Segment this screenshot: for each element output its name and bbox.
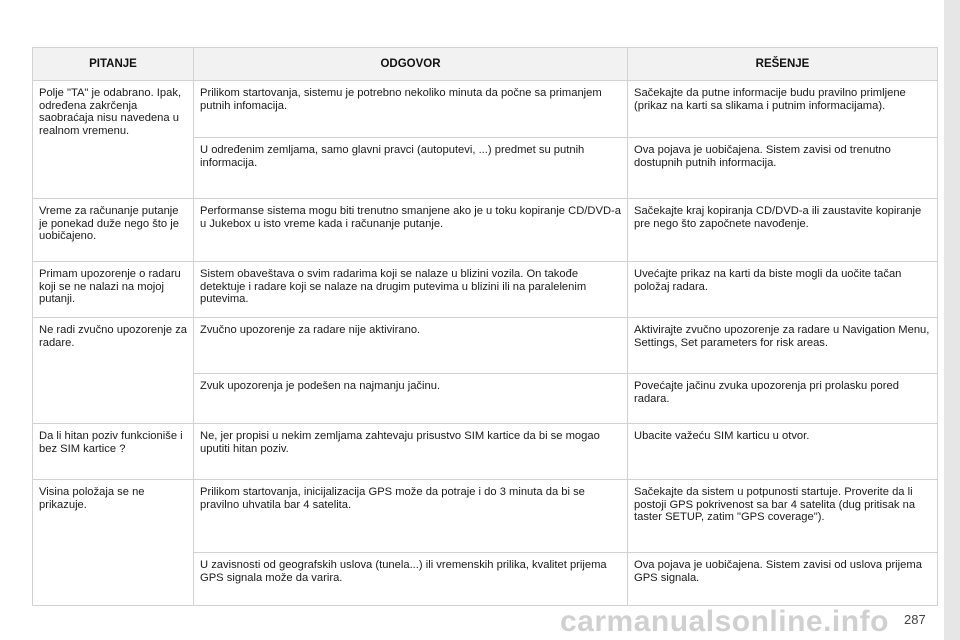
solution-text: Povećajte jačinu zvuka upozorenja pri prolasku pored radara.: [634, 380, 899, 405]
question-text: Polje "TA" je odabrano. Ipak, određena zakrčenja saobraćaja nisu navedena u realnom vremenu.: [39, 87, 182, 137]
question-text: Vreme za računanje putanje je ponekad duže nego što je uobičajeno.: [39, 205, 179, 243]
question-text: Da li hitan poziv funkcioniše i bez SIM kartice ?: [39, 430, 183, 455]
header-question: PITANJE: [33, 48, 194, 81]
table-row: [33, 262, 938, 318]
answer-cell: [194, 480, 628, 553]
solution-text: Ubacite važeću SIM karticu u otvor.: [634, 430, 810, 442]
question-text: Primam upozorenje o radaru koji se ne nalazi na mojoj putanji.: [39, 268, 181, 306]
answer-text: Zvuk upozorenja je podešen na najmanju jačinu.: [200, 380, 441, 392]
question-text: Visina položaja se ne prikazuje.: [39, 486, 145, 511]
solution-cell: [628, 553, 938, 606]
table-row: [33, 199, 938, 262]
answer-cell: [194, 318, 628, 374]
solution-cell: [628, 480, 938, 553]
question-cell: [33, 81, 194, 199]
answer-text: Performanse sistema mogu biti trenutno smanjene ako je u toku kopiranje CD/DVD-a u Jukebox u isto vreme kada i računanje putanje.: [200, 205, 621, 230]
page-number: 287: [904, 612, 926, 627]
solution-text: Uvećajte prikaz na karti da biste mogli da uočite tačan položaj radara.: [634, 268, 902, 293]
solution-cell: [628, 374, 938, 424]
table-row: [33, 318, 938, 374]
question-cell: [33, 318, 194, 424]
solution-cell: [628, 138, 938, 199]
watermark-text: carmanualsonline.info: [560, 605, 889, 638]
answer-text: Ne, jer propisi u nekim zemljama zahtevaju prisustvo SIM kartice da bi se mogao uputiti hitan poziv.: [200, 430, 600, 455]
solution-cell: [628, 318, 938, 374]
table-row: [33, 424, 938, 480]
solution-cell: [628, 424, 938, 480]
header-solution: REŠENJE: [628, 48, 938, 81]
solution-text: Ova pojava je uobičajena. Sistem zavisi od uslova prijema GPS signala.: [634, 559, 922, 584]
question-cell: [33, 480, 194, 606]
solution-cell: [628, 262, 938, 318]
solution-text: Sačekajte da putne informacije budu pravilno primljene (prikaz na karti sa slikama i putnim informacijama).: [634, 87, 906, 112]
solution-cell: [628, 81, 938, 138]
answer-cell: [194, 81, 628, 138]
answer-cell: [194, 553, 628, 606]
question-cell: [33, 424, 194, 480]
answer-text: Prilikom startovanja, sistemu je potrebno nekoliko minuta da počne sa primanjem putnih infomacija.: [200, 87, 602, 112]
header-answer: ODGOVOR: [194, 48, 628, 81]
answer-cell: [194, 374, 628, 424]
answer-cell: [194, 138, 628, 199]
page-edge-bar: [944, 0, 960, 640]
answer-text: Prilikom startovanja, inicijalizacija GPS može da potraje i do 3 minuta da bi se pravilno uhvatila bar 4 satelita.: [200, 486, 585, 511]
table-header-row: [33, 48, 938, 81]
solution-text: Aktivirajte zvučno upozorenje za radare u Navigation Menu, Settings, Set parameters for risk areas.: [634, 324, 930, 349]
solution-text: Sačekajte kraj kopiranja CD/DVD-a ili zaustavite kopiranje pre nego što započnete navođenje.: [634, 205, 922, 230]
answer-cell: [194, 424, 628, 480]
answer-text: U određenim zemljama, samo glavni pravci (autoputevi, ...) predmet su putnih informacija.: [200, 144, 585, 169]
solution-cell: [628, 199, 938, 262]
answer-text: Zvučno upozorenje za radare nije aktivirano.: [200, 324, 421, 336]
answer-cell: [194, 199, 628, 262]
question-text: Ne radi zvučno upozorenje za radare.: [39, 324, 188, 349]
question-cell: [33, 262, 194, 318]
table-row: [33, 81, 938, 138]
answer-cell: [194, 262, 628, 318]
table-row: [33, 480, 938, 553]
question-cell: [33, 199, 194, 262]
solution-text: Sačekajte da sistem u potpunosti startuje. Proverite da li postoji GPS pokrivenost sa bar 4 satelita (dug pritisak na taster SETUP, zatim "GPS coverage").: [634, 486, 916, 524]
answer-text: U zavisnosti od geografskih uslova (tunela...) ili vremenskih prilika, kvalitet prijema GPS signala može da varira.: [200, 559, 607, 584]
solution-text: Ova pojava je uobičajena. Sistem zavisi od trenutno dostupnih putnih informacija.: [634, 144, 891, 169]
answer-text: Sistem obaveštava o svim radarima koji se nalaze u blizini vozila. On takođe detektuje i radare koji se nalaze na drugim putevima u blizini ili na paralelenim putevima.: [200, 268, 587, 306]
troubleshooting-table: [32, 47, 938, 606]
